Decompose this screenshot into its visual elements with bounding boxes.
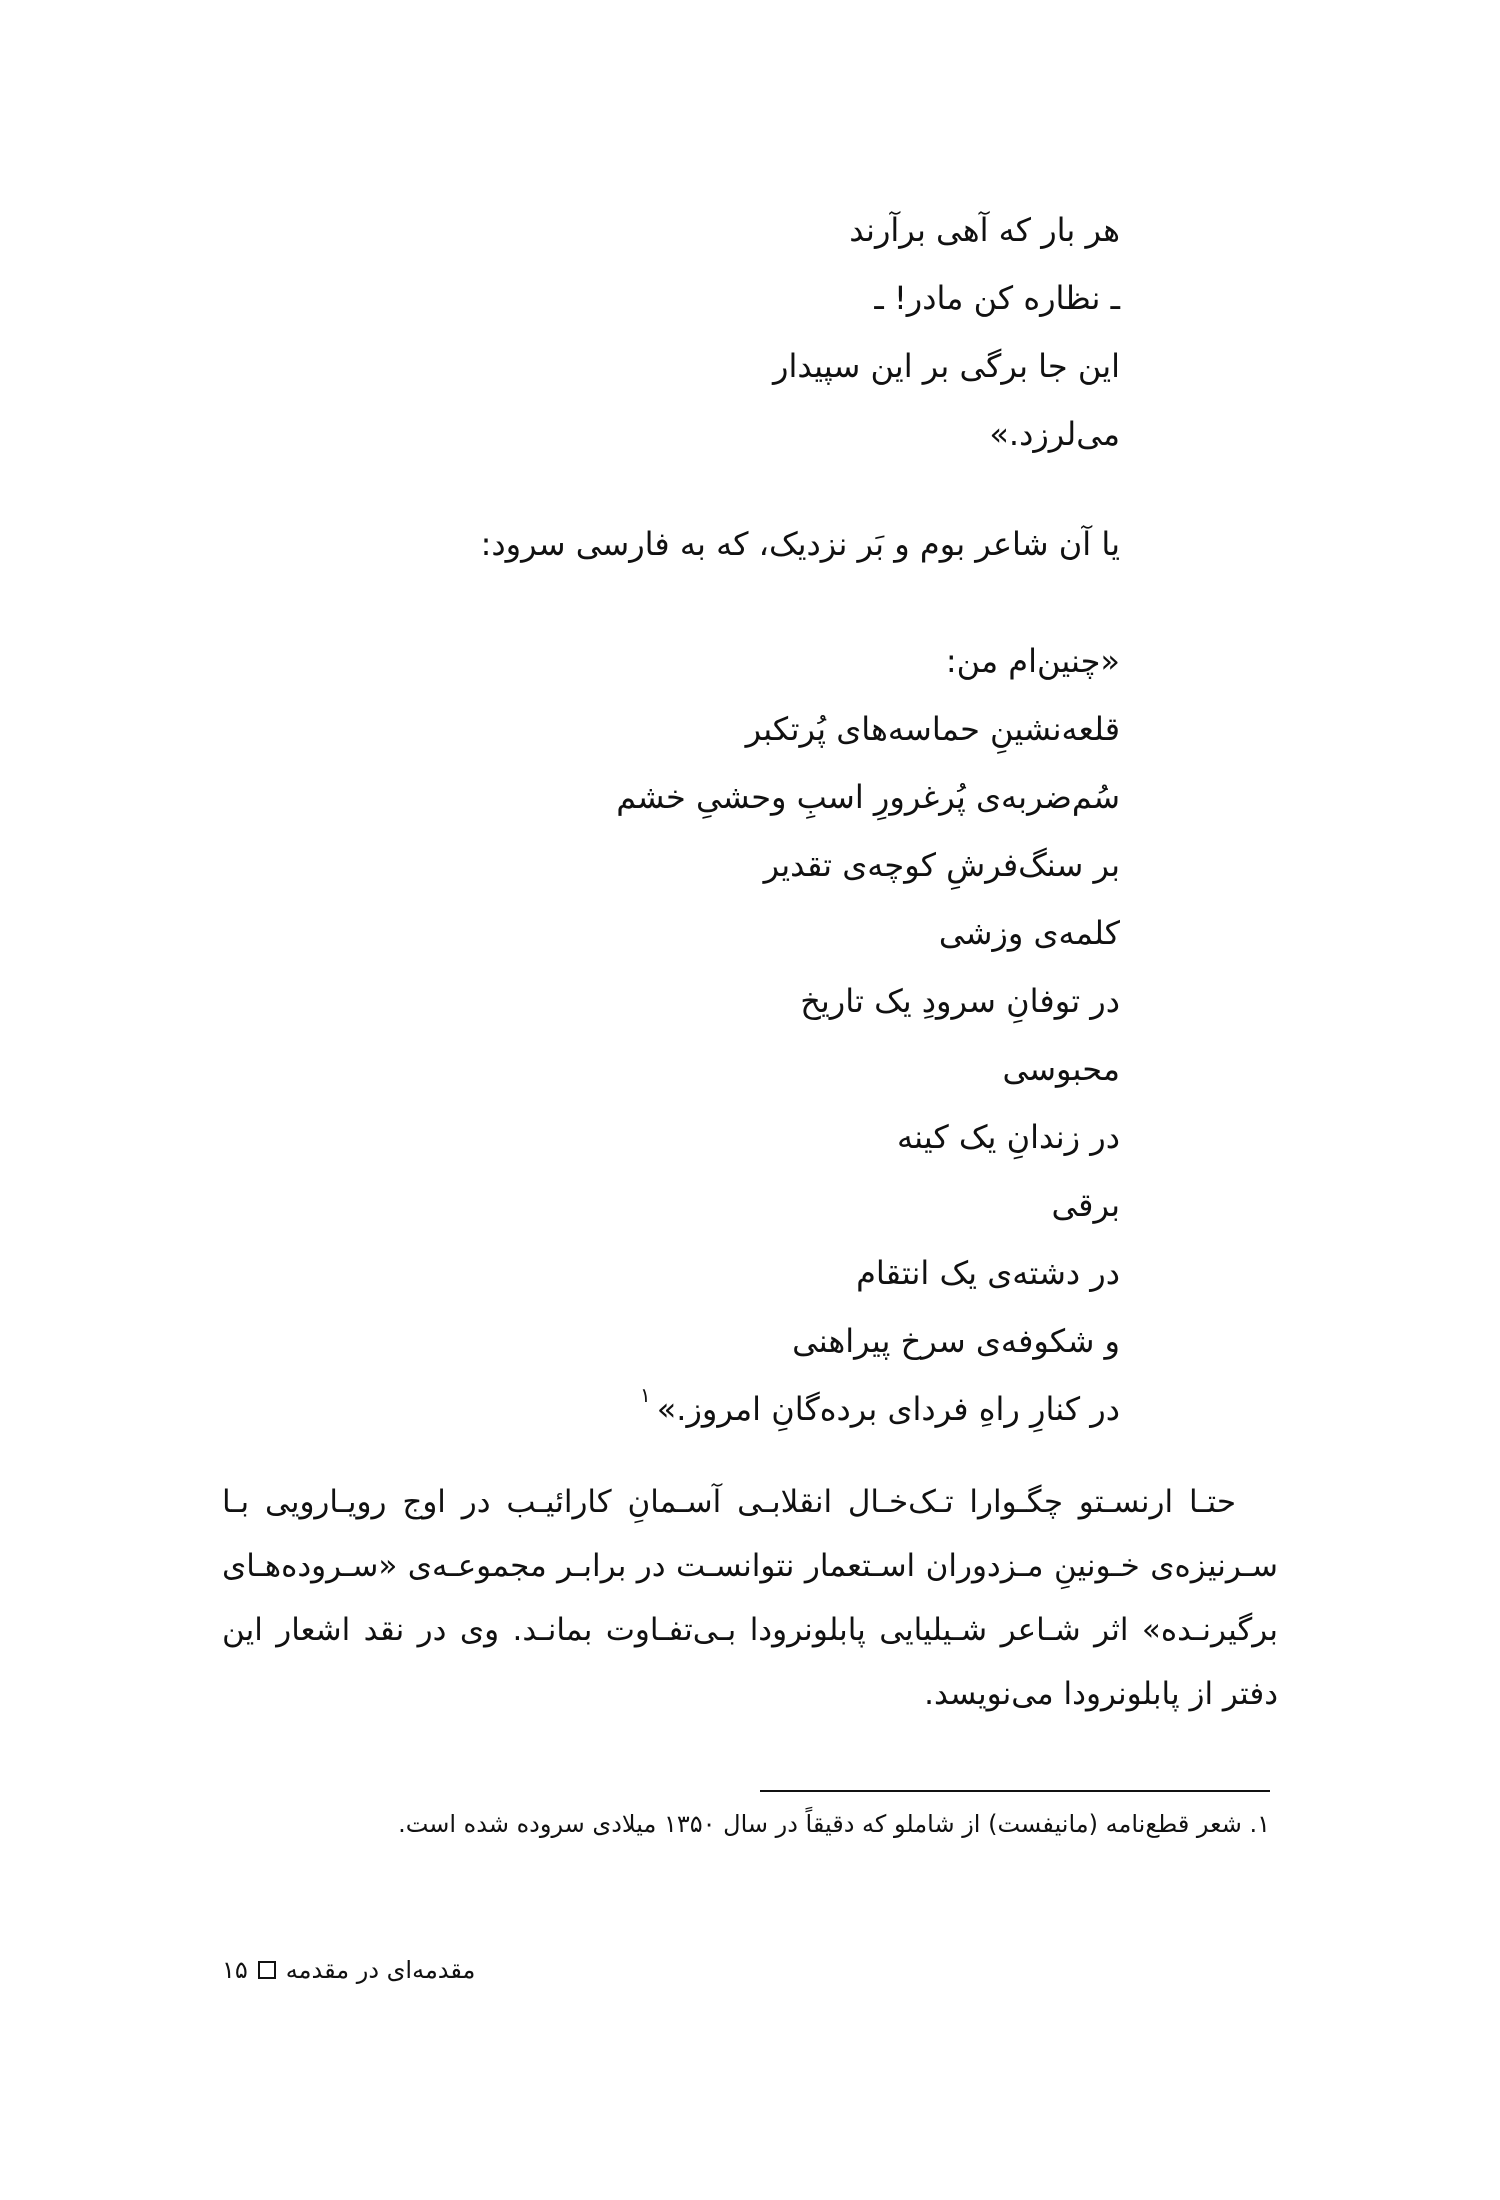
poem-line: بر سنگ‌فرشِ کوچه‌ی تقدیر <box>763 846 1120 884</box>
poem-line: قلعه‌نشینِ حماسه‌های پُرتکبر <box>745 710 1120 748</box>
poem-excerpt-2 <box>616 627 1120 1447</box>
footnote-marker[interactable]: ۱ <box>639 1383 651 1407</box>
paragraph-line: برگیرنـده» اثر شـاعر شـیلیایی پابلونرودا بـی‌تفـاوت بمانـد. وی در نقد اشعار این <box>222 1612 1278 1648</box>
poem-excerpt-1 <box>773 196 1120 468</box>
poem-line-text: در کنارِ راهِ فردای برده‌گانِ امروز.» <box>656 1390 1120 1428</box>
poem-line: سُم‌ضربه‌ی پُرغرورِ اسبِ وحشیِ خشم <box>616 778 1120 816</box>
poem-line-last <box>616 1375 1120 1447</box>
poem-line: در زندانِ یک کینه <box>896 1118 1120 1156</box>
poem-line: می‌لرزد.» <box>989 415 1120 453</box>
running-footer-title: مقدمه‌ای در مقدمه <box>285 1956 476 1984</box>
poem-line: محبوسی <box>1002 1050 1120 1088</box>
page-number: ۱۵ <box>222 1956 248 1984</box>
paragraph-line: دفتر از پابلونرودا می‌نویسد. <box>924 1676 1278 1712</box>
square-outline-icon <box>258 1961 276 1979</box>
paragraph-line: حتـا ارنسـتو چگـوارا تـک‌خـال انقلابـی آسـمانِ کارائیـب در اوج رویـارویی بـا <box>222 1484 1236 1520</box>
poem-line: کلمه‌ی وزشی <box>938 914 1120 952</box>
poem-line: هر بار که آهی برآرند <box>849 211 1120 249</box>
poem-line: و شکوفه‌ی سرخ پیراهنی <box>792 1322 1120 1360</box>
poem-line: این جا برگی بر این سپیدار <box>773 347 1120 385</box>
poem-line: ـ نظاره کن مادر! ـ <box>874 279 1120 317</box>
poem-introduction: یا آن شاعر بوم و بَر نزدیک، که به فارسی سرود: <box>480 525 1120 563</box>
body-paragraph <box>222 1470 1278 1726</box>
footnote-text: ۱. شعر قطع‌نامه (مانیفست) از شاملو که دقیقاً در سال ۱۳۵۰ میلادی سروده شده است. <box>398 1810 1270 1838</box>
running-footer <box>222 1950 475 1990</box>
footnote-divider <box>760 1790 1270 1792</box>
poem-line: برقی <box>1051 1186 1120 1224</box>
poem-line: در دشته‌ی یک انتقام <box>856 1254 1120 1292</box>
paragraph-line: سـرنیزه‌ی خـونینِ مـزدوران اسـتعمار نتوانسـت در برابـر مجموعـه‌ی «سـروده‌هـای <box>222 1548 1278 1584</box>
poem-line: در توفانِ سرودِ یک تاریخ <box>800 982 1120 1020</box>
poem-line: «چنین‌ام من: <box>945 642 1120 680</box>
